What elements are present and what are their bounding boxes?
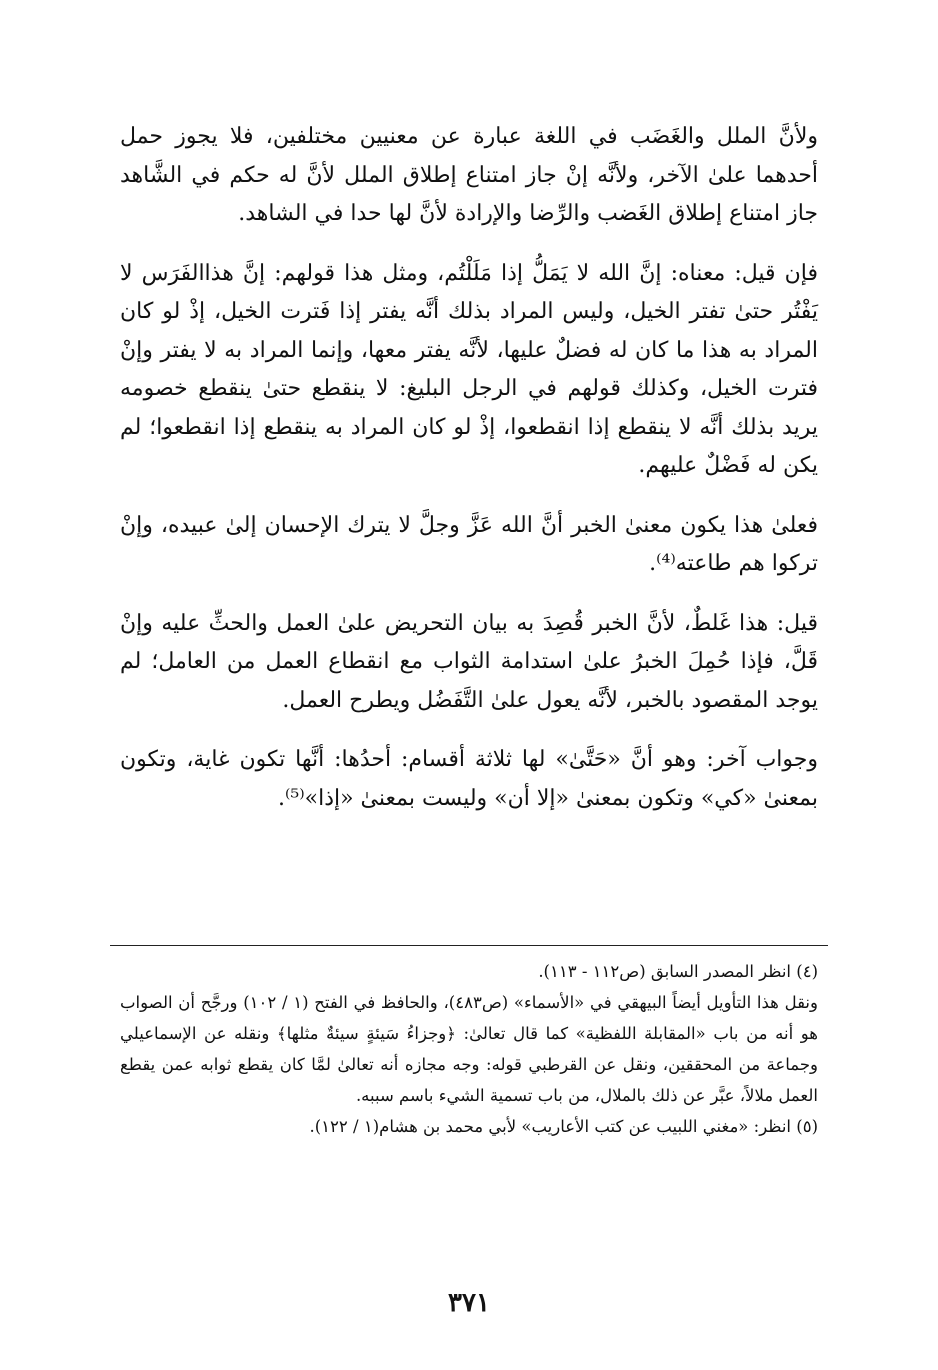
page-number: ٣٧١ bbox=[448, 1288, 490, 1318]
footnotes bbox=[120, 956, 818, 1142]
paragraph-2: فإن قيل: معناه: إنَّ الله لا يَمَلُّ إذا مَلَلْتُم، ومثل هذا قولهم: إنَّ هذاالفَرَس لا يَفْتُر حتىٰ تفتر الخيل، وليس المراد بذلك أنَّه يفتر إذا فَترت الخيل، إذْ لو كان المراد به هذا ما كان له فضلٌ عليها، لأنَّه يفتر معها، وإنما المراد به لا يفتر وإنْ فترت الخيل، وكذلك قولهم في الرجل البليغ: لا ينقطع حتىٰ ينقطع خصومه يريد بذلك أنَّه لا ينقطع إذا انقطعوا، إذْ لو كان المراد به ينقطع إذا انقطعوا؛ لم يكن له فَضْلٌ عليهم. bbox=[120, 260, 818, 478]
footnote-4-continued: ونقل هذا التأويل أيضاً البيهقي في «الأسماء» (ص٤٨٣)، والحافظ في الفتح (١ / ١٠٢) ورجَّح أن الصواب هو أنه من باب «المقابلة اللفظية» كما قال تعالىٰ: ﴿وجزاءُ سَيئةٍ سيئةٌ مثلها﴾ ونقله عن الإسماعيلي وجماعة من المحققين، ونقل عن القرطبي قوله: وجه مجازه أنه تعالىٰ لمَّا كان يقطع ثوابه عمن يقطع العمل ملالاً، عبَّر عن ذلك بالملال، من باب تسمية الشيء باسم سببه. bbox=[120, 993, 818, 1105]
footnote-4: (٤) انظر المصدر السابق (ص١١٢ - ١١٣). bbox=[538, 962, 818, 981]
paragraph-4: قيل: هذا غَلطٌ، لأنَّ الخبر قُصِدَ به بيان التحريض علىٰ العمل والحثِّ عليه وإنْ قَلَّ، فإذا حُمِلَ الخبرُ علىٰ استدامة الثواب مع انقطاع العمل من العامل؛ لم يوجد المقصود بالخبر، لأنَّه يعول علىٰ التَّفَضُل ويطرح العمل. bbox=[120, 610, 818, 713]
footnote-divider bbox=[110, 945, 828, 946]
paragraph-1: ولأنَّ الملل والغَضَب في اللغة عبارة عن معنيين مختلفين، فلا يجوز حمل أحدهما علىٰ الآخر، ولأنَّه إنْ جاز امتناع إطلاق الملل لأنَّ له حكم في الشَّاهد جاز امتناع إطلاق الغَضب والرِّضا والإرادة لأنَّ لها حدا في الشاهد. bbox=[120, 124, 818, 226]
paragraph-3: فعلىٰ هذا يكون معنىٰ الخبر أنَّ الله عَزَّ وجلَّ لا يترك الإحسان إلىٰ عبيده، وإنْ تركوا هم طاعته⁽⁴⁾. bbox=[120, 512, 818, 576]
main-text bbox=[120, 118, 818, 839]
paragraph-5: وجواب آخر: وهو أنَّ «حَتَّىٰ» لها ثلاثة أقسام: أحدُها: أنَّها تكون غاية، وتكون بمعنىٰ «كي» وتكون بمعنىٰ «إلا أن» وليست بمعنىٰ «إذا»⁽⁵⁾. bbox=[120, 747, 818, 811]
footnote-5: (٥) انظر: «مغني اللبيب عن كتب الأعاريب» لأبي محمد بن هشام(١ / ١٢٢). bbox=[309, 1117, 818, 1136]
